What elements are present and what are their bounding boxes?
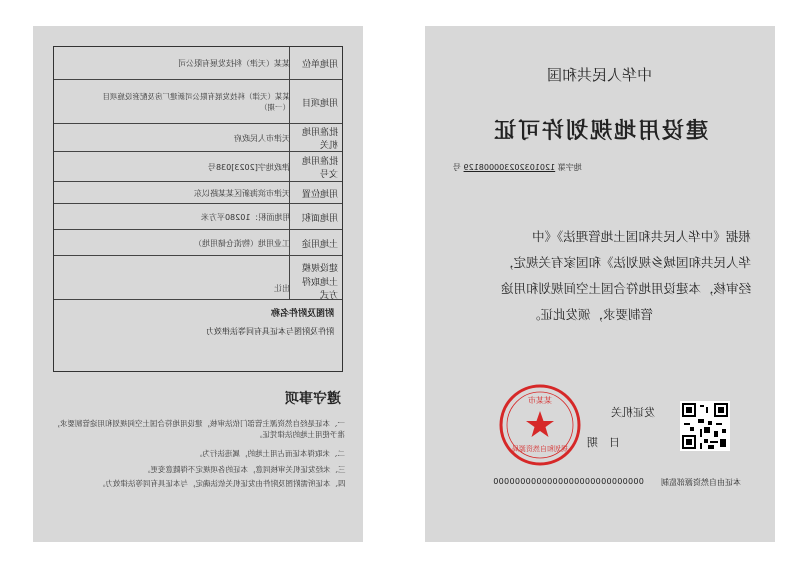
svg-text:规划和自然资源局: 规划和自然资源局: [512, 445, 568, 453]
row-value: 某某（天津）科技发展有限公司新建厂房及配套设施项目（一期）: [102, 92, 290, 112]
table-row: [54, 79, 342, 124]
info-table: [53, 46, 343, 372]
row-value: 工业用地（物流仓储用地）: [194, 238, 290, 248]
footer-note: 本证由自然资源部监制: [661, 478, 741, 487]
appendix-page: [33, 26, 363, 542]
row-label: 批准用地机关: [301, 128, 338, 151]
cert-number: 120103202300008129: [463, 163, 556, 172]
table-row: [54, 151, 342, 182]
table-row: [54, 277, 342, 299]
body-line: 根据《中华人民共和国土地管理法》《中: [532, 229, 751, 244]
notice-title: 遵守事项: [285, 391, 341, 407]
row-value: 某某（天津）科技发展有限公司: [178, 58, 290, 68]
body-line: 经审核，本建设用地符合国土空间规划和用途: [500, 281, 751, 296]
row-label: 用地位置: [301, 189, 338, 200]
row-label: 用地单位: [301, 59, 338, 70]
notice-item: 三、未经发证机关审核同意，本证的各项规定不得随意变更。: [142, 465, 345, 474]
row-label: 土地用途: [301, 239, 338, 250]
certificate-title: 建设用地规划许可证: [491, 119, 708, 144]
row-label: 批准用地文号: [301, 157, 338, 180]
certificate-page: [425, 26, 775, 542]
svg-text:某某市: 某某市: [528, 396, 552, 405]
table-row: [54, 181, 342, 204]
attachment-section: [54, 299, 342, 374]
row-label: 建设规模: [301, 263, 338, 274]
row-value: 天津市人民政府: [234, 133, 290, 143]
serial-number: 0000000000000000000000000000: [493, 477, 644, 486]
table-row: [54, 123, 342, 152]
row-label: 用地面积: [301, 213, 338, 224]
row-value: 天津市滨海新区某某路以东: [194, 188, 290, 198]
body-line: 华人民共和国城乡规划法》和国家有关规定，: [500, 255, 751, 270]
table-row: [54, 47, 342, 79]
row-label: 土地取得方式: [301, 278, 338, 301]
cert-label: 地字第: [557, 163, 582, 172]
qr-code: [680, 401, 730, 451]
table-row: [54, 203, 342, 230]
body-line: 管制要求，颁发此证。: [527, 307, 653, 322]
date-label: 日 期: [587, 436, 620, 449]
notice-item: 四、本证所需附图及附件由发证机关依法确定，与本证具有同等法律效力。: [97, 479, 345, 488]
row-value: 津政地字[2023]038号: [208, 162, 290, 172]
notice-item: 二、未取得本证而占用土地的，属违法行为。: [195, 449, 345, 458]
row-label: 用地项目: [301, 98, 338, 109]
row-value: 出让: [274, 283, 290, 293]
official-seal: [498, 383, 582, 467]
issuer-label: 发证机关: [611, 406, 655, 419]
cert-suffix: 号: [453, 163, 461, 172]
table-row: [54, 229, 342, 256]
attachment-line: 附件及附图与本证具有同等法律效力: [206, 327, 334, 336]
attachment-title: 附图及附件名称: [270, 309, 334, 319]
country-name: 中华人民共和国: [547, 66, 653, 84]
row-value: 用地面积：10280平方米: [200, 212, 290, 222]
notice-item: 一、本证是经自然资源主管部门依法审核，建设用地符合国土空间规划和用途管制要求，准予使用土地的法律凭证。: [52, 419, 345, 439]
certificate-number: [453, 162, 582, 173]
